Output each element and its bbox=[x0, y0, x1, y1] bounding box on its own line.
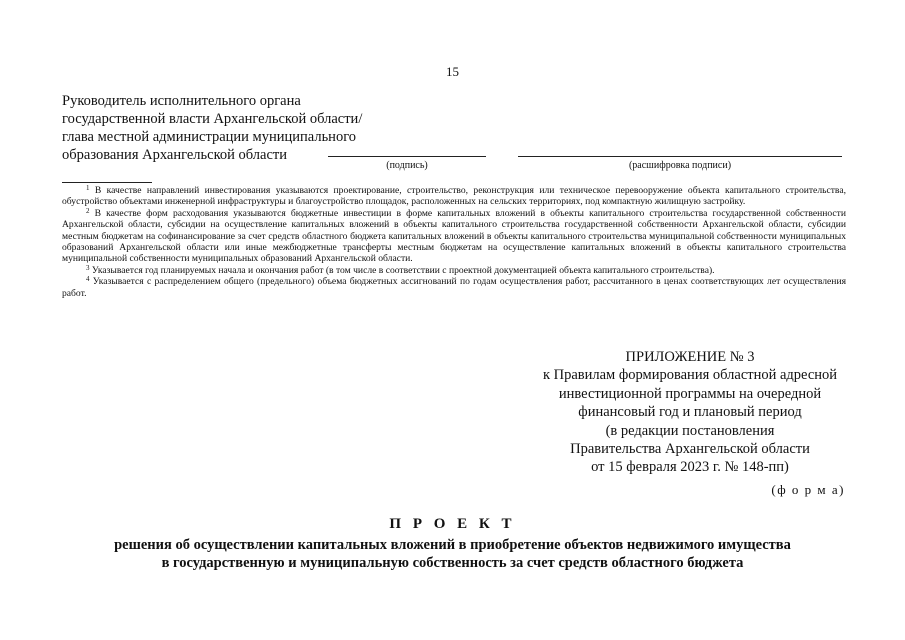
footnote-item bbox=[62, 208, 846, 265]
appendix-line: (в редакции постановления bbox=[605, 422, 775, 439]
signer-line: Руководитель исполнительного органа bbox=[62, 93, 301, 109]
signer-line: образования Архангельской области bbox=[62, 147, 287, 163]
signer-line: глава местной администрации муниципального bbox=[62, 129, 357, 145]
signer-block bbox=[62, 92, 362, 164]
footnote-mark: 4 bbox=[86, 275, 90, 284]
footnote-item bbox=[62, 276, 846, 299]
footnote-text: Указывается с распределением общего (предельного) объема бюджетных ассигнований по годам осуществления работ, рассчитанного в ценах соответствующих лет осуществления работ. bbox=[62, 276, 846, 299]
appendix-line: ПРИЛОЖЕНИЕ № 3 bbox=[625, 349, 755, 365]
appendix-line: Правительства Архангельской области bbox=[570, 441, 810, 458]
project-title: П Р О Е К Т bbox=[389, 516, 516, 532]
signature-line bbox=[328, 156, 486, 157]
decision-line: в государственную и муниципальную собственность за счет средств областного бюджета bbox=[161, 555, 744, 571]
page-number: 15 bbox=[446, 64, 459, 79]
decision-title bbox=[0, 536, 905, 572]
footnote-mark: 1 bbox=[86, 184, 90, 192]
appendix-line: финансовый год и плановый период bbox=[578, 404, 802, 421]
appendix-line: к Правилам формирования областной адресной bbox=[542, 367, 838, 384]
appendix-line: от 15 февраля 2023 г. № 148-пп) bbox=[591, 459, 789, 476]
footnote-separator bbox=[62, 182, 152, 183]
decryption-line bbox=[518, 156, 842, 157]
signer-line: государственной власти Архангельской области/ bbox=[62, 111, 363, 127]
footnote-text: В качестве форм расходования указываются бюджетные инвестиции в форме капитальных вложений в объекты капитального строительства государственной собственности Архангельской области, субсидии на осуществление капитальных вложений в объекты капитального строительства государственной собственности Архангельской области, субсидии местным бюджетам на софинансирование за счет средств областного бюджета капитальных вложений в объекты капитального строительства муниципальной собственности муниципальных образований Архангельской области или иные межбюджетные трансферты местным бюджетам на осуществление капитальных вложений в объекты капитального строительства муниципальной собственности муниципальных образований Архангельской области. bbox=[62, 207, 846, 265]
footnote-item bbox=[62, 265, 846, 276]
decryption-label: (расшифровка подписи) bbox=[628, 160, 732, 171]
appendix-line: инвестиционной программы на очередной bbox=[558, 385, 822, 402]
footnote-mark: 3 bbox=[86, 263, 90, 272]
footnote-text: В качестве направлений инвестирования указываются проектирование, строительство, реконструкция или техническое перевооружение объекта капитального строительства, обустройство объектами инженерной инфраструктуры и благоустройство площадок, расположенных на сельских территориях, под компактную жилищную застройку. bbox=[62, 185, 846, 208]
signature-label: (подпись) bbox=[386, 160, 428, 171]
appendix-header bbox=[480, 348, 900, 477]
footnote-mark: 2 bbox=[86, 206, 90, 215]
footnote-item bbox=[62, 185, 846, 208]
form-label: (ф о р м а) bbox=[771, 482, 845, 497]
decision-line: решения об осуществлении капитальных вложений в приобретение объектов недвижимого имущества bbox=[114, 537, 791, 553]
footnotes bbox=[62, 185, 846, 299]
footnote-text: Указывается год планируемых начала и окончания работ (в том числе в соответствии с проектной документацией объекта капитального строительства). bbox=[91, 264, 715, 276]
